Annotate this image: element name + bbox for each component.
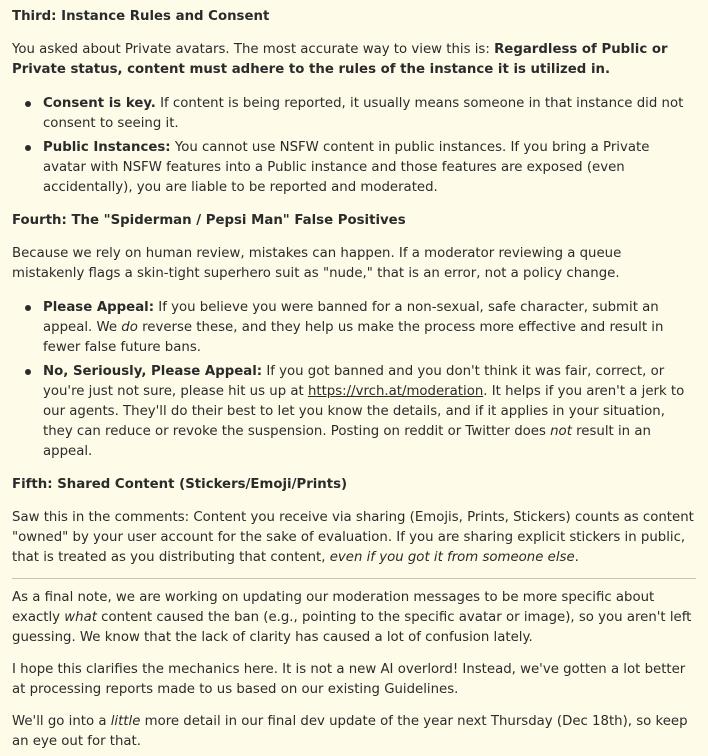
paragraph-shared-content — [12, 508, 696, 568]
text-span: If content is being reported, it usually means someone in that instance did not consent to seeing it. — [43, 96, 684, 131]
bold-text: Public Instances: — [43, 140, 171, 155]
text-span: Saw this in the comments: Content you receive via sharing (Emojis, Prints, Stickers) counts as content "owned" by your user account for the sake of evaluation. If you are sharing explicit stickers in public, that is treated as you distributing that content, — [12, 510, 694, 565]
bold-text: Regardless of Public or Private status, content must adhere to the rules of the instance it is utilized in. — [12, 42, 668, 77]
text-span: . — [574, 550, 579, 565]
paragraph-dev-update — [12, 712, 696, 752]
bold-text: No, Seriously, Please Appeal: — [43, 364, 263, 379]
text-span: result in an appeal. — [43, 424, 651, 459]
text-span: . It helps if you aren't a jerk to our agents. They'll do their best to let you know the details, and if it applies in your situation, they can reduce or revoke the suspension. Posting on reddit or Twitter does — [43, 384, 685, 439]
italic-text: not — [550, 424, 572, 439]
text-span: We'll go into a — [12, 714, 111, 729]
text-span: You cannot use NSFW content in public instances. If you bring a Private avatar with NSFW features into a Public instance and those features are exposed (even accidentally), you are liable to be reported and moderated. — [43, 140, 650, 195]
text-span: You asked about Private avatars. The most accurate way to view this is: — [12, 42, 495, 57]
italic-text: little — [110, 714, 141, 729]
text-span: reverse these, and they help us make the process more effective and result in fewer false future bans. — [43, 320, 664, 355]
text-span: As a final note, we are working on updating our moderation messages to be more specific about exactly — [12, 590, 655, 625]
italic-text: do — [121, 320, 138, 335]
italic-text: even if you got it from someone else — [329, 550, 575, 565]
paragraph-human-review: Because we rely on human review, mistakes can happen. If a moderator reviewing a queue mistakenly flags a skin-tight superhero suit as "nude," that is an error, not a policy change. — [12, 246, 622, 281]
section-divider — [12, 578, 696, 579]
paragraph-private-avatars — [12, 40, 696, 80]
moderation-link[interactable]: https://vrch.at/moderation — [307, 384, 484, 399]
text-span: content caused the ban (e.g., pointing to the specific avatar or image), so you aren't left guessing. We know that the lack of clarity has caused a lot of confusion lately. — [12, 610, 692, 645]
bold-text: Please Appeal: — [43, 300, 155, 315]
bullet-list-fourth — [12, 298, 696, 462]
text-span: more detail in our final dev update of the year next Thursday (Dec 18th), so keep an eye out for that. — [12, 714, 688, 749]
list-item — [43, 298, 696, 358]
list-item — [43, 94, 696, 134]
paragraph-clarifies: I hope this clarifies the mechanics here. It is not a new AI overlord! Instead, we've gotten a lot better at processing reports made to us based on our existing Guidelines. — [12, 662, 686, 697]
text-span: If you got banned and you don't think it was fair, correct, or you're just not sure, please hit us up at — [43, 364, 665, 399]
bullet-list-third — [12, 94, 696, 198]
section-heading-third: Third: Instance Rules and Consent — [12, 9, 270, 24]
italic-text: what — [64, 610, 97, 625]
paragraph-final-note — [12, 588, 696, 648]
list-item — [43, 362, 696, 462]
section-heading-fifth: Fifth: Shared Content (Stickers/Emoji/Prints) — [12, 477, 348, 492]
section-heading-fourth: Fourth: The "Spiderman / Pepsi Man" False Positives — [12, 213, 406, 228]
text-span: If you believe you were banned for a non-sexual, safe character, submit an appeal. We — [43, 300, 659, 335]
bold-text: Consent is key. — [43, 96, 156, 111]
list-item — [43, 138, 696, 198]
